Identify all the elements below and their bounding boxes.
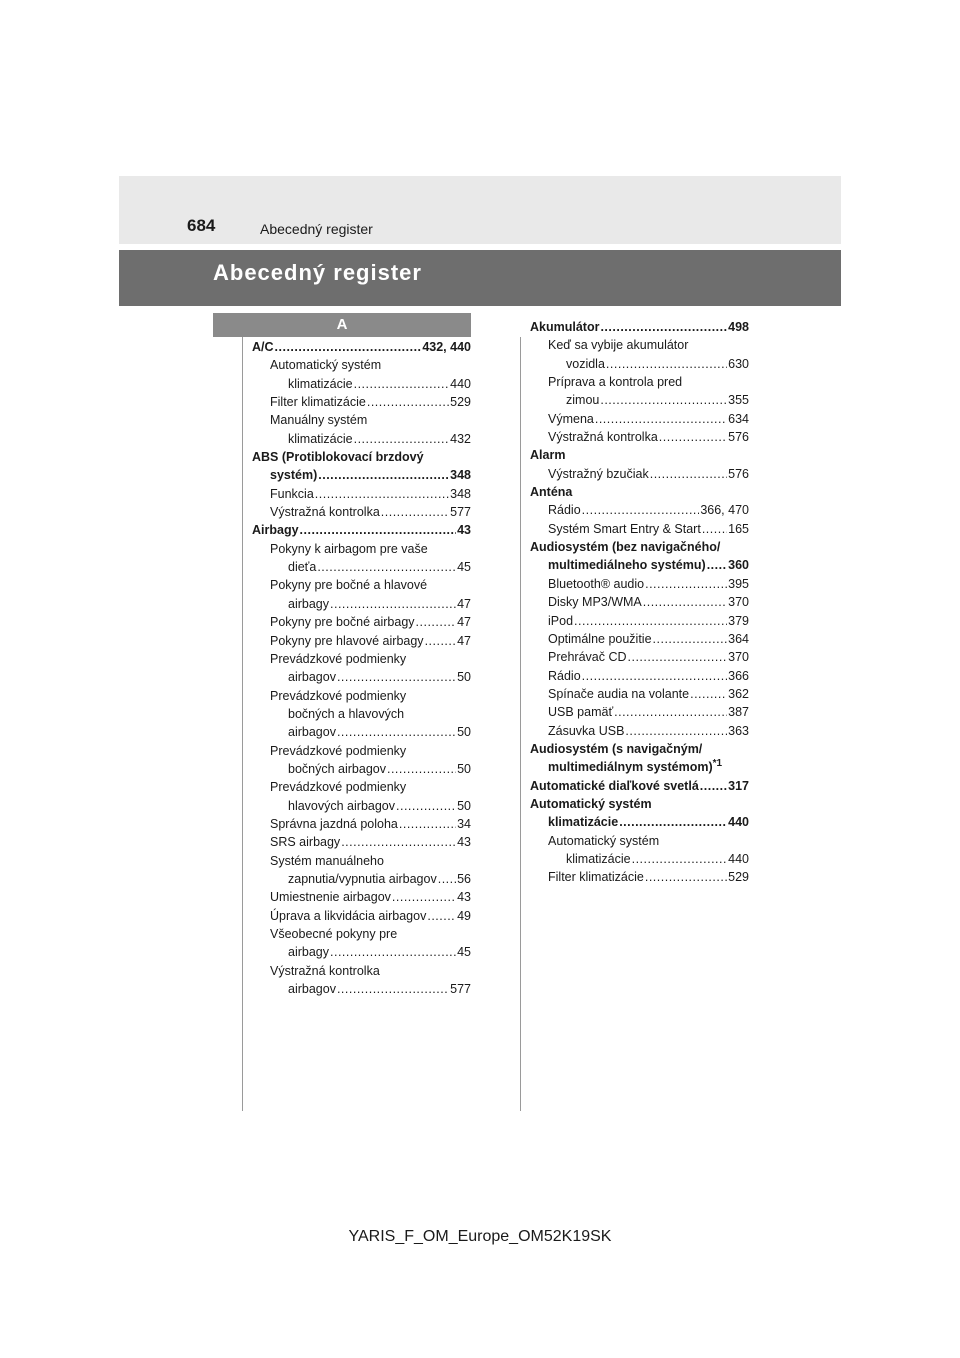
index-term: Manuálny systém <box>270 413 368 428</box>
index-entry <box>530 868 749 886</box>
dot-leader <box>628 648 728 666</box>
index-entry <box>252 503 471 521</box>
index-entry <box>530 685 749 703</box>
index-term: Prevádzkové podmienky <box>270 780 407 795</box>
dot-leader <box>653 630 728 648</box>
index-entry <box>530 722 749 740</box>
dot-leader <box>399 815 456 833</box>
page-reference: 529 <box>728 870 749 885</box>
index-term: Audiosystém (s navigačným/ <box>530 741 703 756</box>
index-term-line <box>252 962 471 980</box>
index-term: SRS airbagy <box>270 835 341 850</box>
page-reference: 43 <box>457 835 471 850</box>
index-term: iPod <box>548 613 574 628</box>
index-term: Filter klimatizácie <box>270 395 366 410</box>
index-entry <box>252 833 471 851</box>
page-reference: 50 <box>457 670 471 685</box>
index-entry <box>530 465 749 483</box>
page-reference: 576 <box>728 466 749 481</box>
index-entry <box>252 613 471 631</box>
index-entry <box>530 777 749 795</box>
index-term: Funkcia <box>270 486 314 501</box>
index-entry <box>530 520 749 538</box>
index-entry <box>252 723 471 741</box>
page-reference: 370 <box>728 650 749 665</box>
page-reference: 366 <box>728 668 749 683</box>
dot-leader <box>582 667 727 685</box>
document-footer: YARIS_F_OM_Europe_OM52K19SK <box>348 1228 612 1245</box>
index-term-line <box>530 758 749 776</box>
page-reference: 43 <box>457 890 471 905</box>
index-entry <box>252 907 471 925</box>
index-entry <box>530 355 749 373</box>
page-reference: 348 <box>450 486 471 501</box>
index-term: Prevádzkové podmienky <box>270 651 407 666</box>
index-term-line <box>252 742 471 760</box>
index-term-line <box>530 740 749 758</box>
index-term: airbagov <box>288 982 336 997</box>
index-term: USB pamäť <box>548 705 614 720</box>
page-reference: 363 <box>728 723 749 738</box>
dot-leader <box>341 833 456 851</box>
index-entry <box>252 760 471 778</box>
index-term-line <box>530 538 749 556</box>
page-reference: 50 <box>457 798 471 813</box>
page-reference: 362 <box>728 686 749 701</box>
index-entry <box>252 521 471 539</box>
index-term: airbagy <box>288 596 329 611</box>
index-entry <box>530 703 749 721</box>
index-term: Výstražný bzučiak <box>548 466 649 481</box>
column-rule-right <box>520 337 521 1111</box>
index-term: dieťa <box>288 560 317 575</box>
page-reference: 360 <box>728 558 749 573</box>
page-reference: 47 <box>457 596 471 611</box>
letter-heading: A <box>213 313 471 337</box>
page-reference: 47 <box>457 633 471 648</box>
index-term: klimatizácie <box>288 431 353 446</box>
page-reference: 440 <box>728 815 749 830</box>
dot-leader <box>337 723 456 741</box>
index-term: Správna jazdná poloha <box>270 816 398 831</box>
index-column-right <box>530 318 749 887</box>
index-entry <box>530 630 749 648</box>
index-entry <box>530 593 749 611</box>
index-entry <box>530 410 749 428</box>
page-reference: 440 <box>728 851 749 866</box>
index-entry <box>530 391 749 409</box>
index-term-line <box>530 446 749 464</box>
index-entry <box>252 375 471 393</box>
dot-leader <box>392 888 456 906</box>
index-term: multimediálnym systémom) <box>548 760 713 775</box>
index-term: Bluetooth® audio <box>548 576 645 591</box>
dot-leader <box>582 501 700 519</box>
index-term-line <box>252 411 471 429</box>
page-title: Abecedný register <box>213 260 422 285</box>
page-reference: 45 <box>457 560 471 575</box>
dot-leader <box>643 593 727 611</box>
dot-leader <box>337 980 449 998</box>
index-entry <box>530 667 749 685</box>
index-entry <box>252 338 471 356</box>
index-term: airbagy <box>288 945 329 960</box>
index-term: Automatický systém <box>530 796 652 811</box>
dot-leader <box>438 870 456 888</box>
index-entry <box>252 595 471 613</box>
dot-leader <box>702 520 727 538</box>
index-term: Alarm <box>530 448 566 463</box>
index-term-line <box>530 832 749 850</box>
dot-leader <box>600 318 727 336</box>
index-term: zapnutia/vypnutia airbagov <box>288 871 437 886</box>
index-entry <box>530 648 749 666</box>
index-term: systém) <box>270 468 318 483</box>
index-term: multimediálneho systému) <box>548 558 706 573</box>
page-reference: 370 <box>728 595 749 610</box>
index-entry <box>252 466 471 484</box>
index-term: Pokyny pre bočné a hlavové <box>270 578 428 593</box>
page-reference: 49 <box>457 908 471 923</box>
index-term: Výstražná kontrolka <box>270 505 380 520</box>
index-term-line <box>530 483 749 501</box>
index-term: Pokyny pre bočné airbagy <box>270 615 415 630</box>
index-term: Filter klimatizácie <box>548 870 644 885</box>
page-reference: 577 <box>450 982 471 997</box>
index-term: A/C <box>252 340 274 354</box>
dot-leader <box>354 430 450 448</box>
index-term: Všeobecné pokyny pre <box>270 927 398 941</box>
index-entry <box>252 870 471 888</box>
index-entry <box>252 485 471 503</box>
dot-leader <box>574 612 727 630</box>
index-entry <box>252 797 471 815</box>
dot-leader <box>367 393 449 411</box>
dot-leader <box>425 632 457 650</box>
index-term: Automatický systém <box>270 358 382 373</box>
running-header: Abecedný register <box>260 221 373 237</box>
index-term: Rádio <box>548 668 581 683</box>
index-entry <box>252 430 471 448</box>
dot-leader <box>337 668 456 686</box>
page-reference: 387 <box>728 705 749 720</box>
index-entry <box>530 428 749 446</box>
dot-leader <box>659 428 727 446</box>
dot-leader <box>645 868 727 886</box>
index-term-line <box>530 336 749 354</box>
dot-leader <box>275 338 422 356</box>
page-reference: 432, 440 <box>422 340 471 354</box>
dot-leader <box>700 777 727 795</box>
dot-leader <box>650 465 727 483</box>
header-band <box>119 176 841 244</box>
index-term-line <box>252 778 471 796</box>
dot-leader <box>690 685 727 703</box>
footnote-marker: *1 <box>712 758 723 770</box>
index-term-line <box>252 448 471 466</box>
index-entry <box>530 501 749 519</box>
index-entry <box>530 556 749 574</box>
index-term-line <box>252 687 471 705</box>
dot-leader <box>632 850 728 868</box>
index-term-line <box>530 373 749 391</box>
dot-leader <box>606 355 727 373</box>
index-entry <box>252 668 471 686</box>
index-term: Rádio <box>548 503 581 518</box>
dot-leader <box>625 722 727 740</box>
page-reference: 348 <box>450 468 471 483</box>
index-term: Príprava a kontrola pred <box>548 375 683 390</box>
index-entry <box>530 612 749 630</box>
index-entry <box>530 850 749 868</box>
index-term: Anténa <box>530 485 573 500</box>
page-reference: 366, 470 <box>700 503 749 518</box>
dot-leader <box>619 813 727 831</box>
index-term: klimatizácie <box>566 851 631 866</box>
page-reference: 34 <box>457 816 471 831</box>
index-term-line <box>252 705 471 723</box>
dot-leader <box>427 907 456 925</box>
index-term: Prehrávač CD <box>548 650 627 665</box>
page-reference: 317 <box>728 778 749 793</box>
dot-leader <box>318 466 449 484</box>
index-entry <box>530 575 749 593</box>
index-term: Prevádzkové podmienky <box>270 688 407 703</box>
dot-leader <box>416 613 457 631</box>
index-term: Systém manuálneho <box>270 853 384 868</box>
index-column-left <box>252 338 471 998</box>
index-term: klimatizácie <box>288 376 353 391</box>
index-term-line <box>252 650 471 668</box>
index-entry <box>252 558 471 576</box>
dot-leader <box>300 521 457 539</box>
page-reference: 630 <box>728 356 749 371</box>
page-reference: 45 <box>457 945 471 960</box>
index-term-line <box>530 795 749 813</box>
page-number: 684 <box>187 216 216 235</box>
index-entry <box>252 888 471 906</box>
page-reference: 43 <box>457 523 471 538</box>
page-reference: 498 <box>728 320 749 334</box>
page-reference: 577 <box>450 505 471 520</box>
page-reference: 355 <box>728 393 749 408</box>
dot-leader <box>330 595 456 613</box>
index-term-line <box>252 540 471 558</box>
page-reference: 364 <box>728 631 749 646</box>
index-term: Výmena <box>548 411 594 426</box>
index-term: Automatické diaľkové svetlá <box>530 778 699 793</box>
page-reference: 379 <box>728 613 749 628</box>
dot-leader <box>595 410 727 428</box>
page-reference: 432 <box>450 431 471 446</box>
index-term: airbagov <box>288 725 336 740</box>
index-entry <box>252 980 471 998</box>
dot-leader <box>317 558 456 576</box>
index-term: Výstražná kontrolka <box>270 963 380 978</box>
dot-leader <box>315 485 449 503</box>
index-term: Spínače audia na volante <box>548 686 690 701</box>
index-term-line <box>252 925 471 943</box>
index-term: klimatizácie <box>548 815 619 830</box>
dot-leader <box>707 556 727 574</box>
index-entry <box>252 393 471 411</box>
page-reference: 47 <box>457 615 471 630</box>
dot-leader <box>381 503 449 521</box>
index-term: Prevádzkové podmienky <box>270 743 407 758</box>
index-term: Úprava a likvidácia airbagov <box>270 908 427 923</box>
index-term: vozidla <box>566 356 605 371</box>
index-term: Automatický systém <box>548 833 660 848</box>
index-term: Pokyny k airbagom pre vaše <box>270 541 428 556</box>
dot-leader <box>330 943 456 961</box>
page-reference: 634 <box>728 411 749 426</box>
dot-leader <box>614 703 727 721</box>
index-entry <box>252 632 471 650</box>
page-reference: 50 <box>457 725 471 740</box>
index-entry <box>252 943 471 961</box>
index-term: airbagov <box>288 670 336 685</box>
dot-leader <box>645 575 727 593</box>
index-term: Airbagy <box>252 523 299 538</box>
page-reference: 529 <box>450 395 471 410</box>
index-term-line <box>252 576 471 594</box>
column-rule-left <box>242 337 243 1111</box>
page-reference: 165 <box>728 521 749 536</box>
index-term: Pokyny pre hlavové airbagy <box>270 633 424 648</box>
page-reference: 56 <box>457 871 471 886</box>
index-term: hlavových airbagov <box>288 798 396 813</box>
index-term: Keď sa vybije akumulátor <box>548 338 689 353</box>
index-term: bočných a hlavových <box>288 706 405 721</box>
index-term-line <box>252 356 471 374</box>
index-term: Disky MP3/WMA <box>548 595 642 610</box>
index-term: Audiosystém (bez navigačného/ <box>530 540 721 555</box>
dot-leader <box>396 797 456 815</box>
index-term: Akumulátor <box>530 320 600 334</box>
page-reference: 395 <box>728 576 749 591</box>
page-reference: 440 <box>450 376 471 391</box>
index-entry <box>530 318 749 336</box>
dot-leader <box>387 760 456 778</box>
index-term: bočných airbagov <box>288 761 386 776</box>
index-term: zimou <box>566 393 600 408</box>
page-reference: 576 <box>728 430 749 445</box>
dot-leader <box>354 375 450 393</box>
index-entry <box>252 815 471 833</box>
index-term: Umiestnenie airbagov <box>270 890 391 905</box>
dot-leader <box>600 391 727 409</box>
index-term: Zásuvka USB <box>548 723 625 738</box>
page-reference: 50 <box>457 761 471 776</box>
index-term: ABS (Protiblokovací brzdový <box>252 450 424 465</box>
index-term: Systém Smart Entry & Start <box>548 521 701 536</box>
index-entry <box>530 813 749 831</box>
index-term-line <box>252 852 471 870</box>
index-term: Optimálne použitie <box>548 631 652 646</box>
index-term: Výstražná kontrolka <box>548 430 658 445</box>
